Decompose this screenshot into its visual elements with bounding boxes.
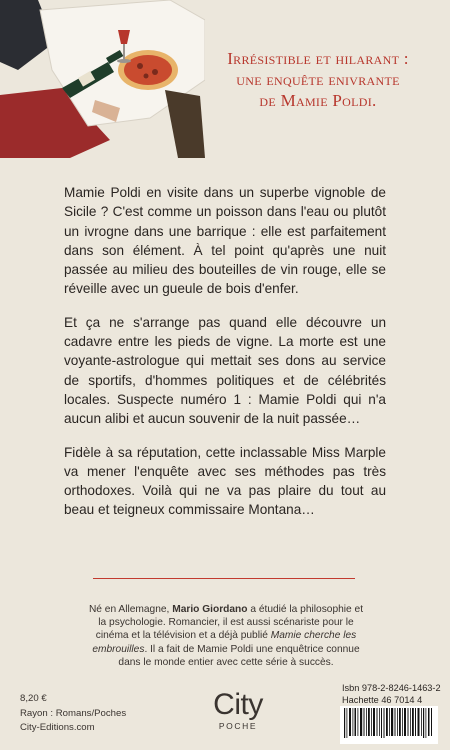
author-bio — [88, 603, 364, 669]
logo-subtitle: POCHE — [218, 721, 258, 731]
book-title: Mamie cherche les embrouilles — [92, 630, 357, 655]
logo-brand: City — [213, 688, 263, 721]
author-name: Mario Giordano — [172, 604, 248, 615]
tagline-line-3: de Mamie Poldi. — [259, 91, 377, 110]
price: 8,20 € — [20, 693, 47, 704]
divider-line — [93, 578, 355, 579]
price-block — [20, 692, 126, 736]
bio-text-2: a étudié la philosophie et la psychologie. Romancier, il est aussi scénariste pour le cinéma et la télévision et a déjà publié — [95, 604, 364, 642]
tagline-line-2: une enquête enivrante — [236, 70, 400, 89]
summary-paragraph-3: Fidèle à sa réputation, cette inclassable Miss Marple va mener l'enquête avec ses méthodes pas très orthodoxes. Voilà qui ne va pas plaire du tout au beau et teigneux commissaire Montana… — [64, 444, 386, 518]
isbn-block — [342, 683, 441, 706]
shelf-category: Rayon : Romans/Poches — [20, 707, 127, 719]
summary-text — [64, 183, 386, 534]
summary-paragraph-2: Et ça ne s'arrange pas quand elle découvre un cadavre entre les pieds de vigne. La morte est une voyante-astrologue qui mettait ses dons au service de sportifs, d'hommes politiques et de célébrités locales. Suspecte numéro 1 : Mamie Poldi qui n'a aucun alibi et aucun souvenir de la nuit passée… — [64, 314, 386, 427]
isbn-number: Isbn 978-2-8246-1463-2 — [342, 683, 441, 693]
hachette-code: Hachette 46 7014 4 — [342, 694, 423, 705]
summary-paragraph-1: Mamie Poldi en visite dans un superbe vignoble de Sicile ? C'est comme un poisson dans l'eau ou plutôt un ivrogne dans une barrique : elle est parfaitement dans son élément. À tel point qu'après une nuit passée au milieu des bouteilles de vin rouge, elle se réveille avec un gueule de bois d'enfer. — [64, 185, 386, 297]
bio-text-3: . Il a fait de Mamie Poldi une enquêtrice connue dans le monde entier avec cette série à succès. — [118, 643, 360, 668]
tagline-line-1: Irrésistible et hilarant : — [227, 49, 409, 68]
tagline — [208, 48, 428, 111]
barcode-icon — [340, 706, 438, 744]
cover-illustration — [0, 0, 205, 158]
bio-text-1: Né en Allemagne, — [88, 604, 173, 615]
publisher-website: City-Editions.com — [20, 722, 95, 733]
publisher-logo — [193, 690, 283, 731]
